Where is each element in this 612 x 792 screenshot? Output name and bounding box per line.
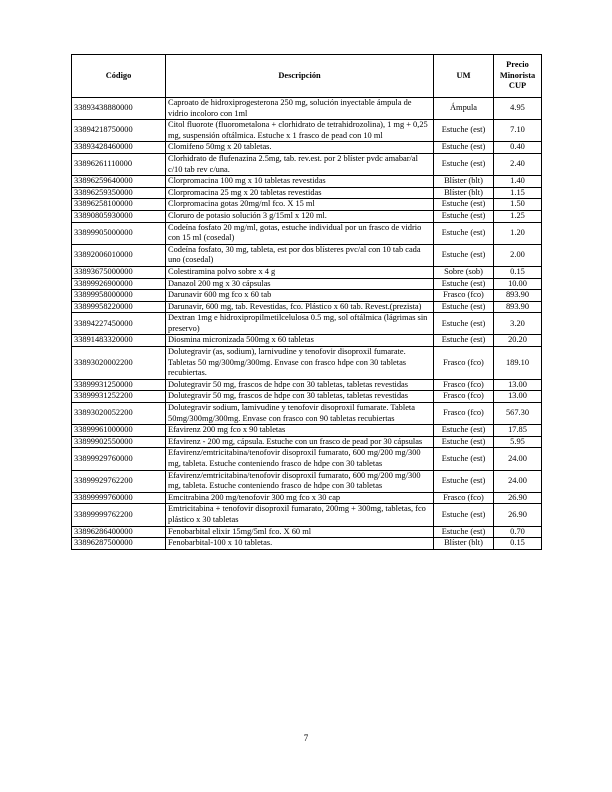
- cell-code: 33893675000000: [72, 266, 166, 278]
- table-row: [72, 187, 542, 199]
- cell-code: 33894218750000: [72, 120, 166, 142]
- cell-description: Dolutegravir sodium, lamivudine y tenofovir disoproxil fumarate. Tableta 50mg/300mg/300mg. Envase con frasco con 90 tabletas recubiertas: [166, 403, 434, 425]
- cell-code: 33899902550000: [72, 436, 166, 448]
- cell-code: 33896261110000: [72, 153, 166, 175]
- cell-code: 33896259350000: [72, 187, 166, 199]
- cell-um: Estuche (est): [434, 142, 494, 154]
- table-row: [72, 120, 542, 142]
- table-row: [72, 425, 542, 437]
- table-row: [72, 199, 542, 211]
- cell-um: Blíster (blt): [434, 176, 494, 188]
- cell-code: 33899958220000: [72, 301, 166, 313]
- cell-code: 33899958000000: [72, 290, 166, 302]
- table-row: [72, 538, 542, 550]
- cell-description: Emtricitabina + tenofovir disoproxil fumarato, 200mg + 300mg, tabletas, fco plástico x 30 tabletas: [166, 504, 434, 526]
- table-row: [72, 222, 542, 244]
- cell-um: Estuche (est): [434, 526, 494, 538]
- table-row: [72, 210, 542, 222]
- cell-um: Frasco (fco): [434, 379, 494, 391]
- cell-um: Estuche (est): [434, 222, 494, 244]
- cell-um: Estuche (est): [434, 199, 494, 211]
- cell-price: 1.20: [494, 222, 542, 244]
- cell-code: 33899931250000: [72, 379, 166, 391]
- cell-price: 893.90: [494, 290, 542, 302]
- cell-code: 33899929760000: [72, 448, 166, 470]
- table-row: [72, 266, 542, 278]
- cell-code: 33893020052200: [72, 403, 166, 425]
- cell-um: Estuche (est): [434, 425, 494, 437]
- cell-price: 24.00: [494, 448, 542, 470]
- cell-price: 189.10: [494, 347, 542, 380]
- cell-price: 0.15: [494, 266, 542, 278]
- header-code: Código: [72, 55, 166, 98]
- cell-description: Dextran 1mg e hidroxipropilmetilcelulosa 0.5 mg, sol oftálmica (lágrimas sin preservo): [166, 313, 434, 335]
- cell-um: Frasco (fco): [434, 391, 494, 403]
- cell-description: Clomifeno 50mg x 20 tabletas.: [166, 142, 434, 154]
- cell-price: 893.90: [494, 301, 542, 313]
- cell-code: 33896287500000: [72, 538, 166, 550]
- table-row: [72, 504, 542, 526]
- header-price-line: CUP: [508, 81, 527, 91]
- cell-code: 33899931252200: [72, 391, 166, 403]
- cell-um: Estuche (est): [434, 436, 494, 448]
- table-body: [72, 98, 542, 550]
- cell-um: Frasco (fco): [434, 290, 494, 302]
- cell-description: Efavirenz 200 mg fco x 90 tabletas: [166, 425, 434, 437]
- cell-price: 4.95: [494, 98, 542, 120]
- table-row: [72, 335, 542, 347]
- cell-price: 1.50: [494, 199, 542, 211]
- table-row: [72, 98, 542, 120]
- cell-price: 17.85: [494, 425, 542, 437]
- cell-code: 33891483320000: [72, 335, 166, 347]
- cell-um: Estuche (est): [434, 244, 494, 266]
- cell-description: Clorpromacina gotas 20mg/ml fco. X 15 ml: [166, 199, 434, 211]
- cell-code: 33899999760000: [72, 492, 166, 504]
- cell-code: 33896286400000: [72, 526, 166, 538]
- cell-price: 26.90: [494, 504, 542, 526]
- table-row: [72, 347, 542, 380]
- table-row: [72, 403, 542, 425]
- cell-code: 33899961000000: [72, 425, 166, 437]
- cell-um: Estuche (est): [434, 335, 494, 347]
- cell-description: Danazol 200 mg x 30 cápsulas: [166, 278, 434, 290]
- table-row: [72, 470, 542, 492]
- cell-description: Codeína fosfato, 30 mg, tableta, est por dos blísteres pvc/al con 10 tab cada uno (cosedal): [166, 244, 434, 266]
- cell-code: 33899999762200: [72, 504, 166, 526]
- cell-price: 10.00: [494, 278, 542, 290]
- table-row: [72, 436, 542, 448]
- cell-price: 0.15: [494, 538, 542, 550]
- cell-um: Estuche (est): [434, 278, 494, 290]
- table-row: [72, 379, 542, 391]
- cell-description: Dolutegravir 50 mg, frascos de hdpe con 30 tabletas, tabletas revestidas: [166, 391, 434, 403]
- cell-description: Clorpromacina 100 mg x 10 tabletas revestidas: [166, 176, 434, 188]
- cell-code: 33899905000000: [72, 222, 166, 244]
- cell-um: Estuche (est): [434, 504, 494, 526]
- cell-code: 33890805930000: [72, 210, 166, 222]
- header-price: [494, 55, 542, 98]
- cell-um: Estuche (est): [434, 153, 494, 175]
- cell-um: Estuche (est): [434, 470, 494, 492]
- cell-price: 0.70: [494, 526, 542, 538]
- table-header-row: [72, 55, 542, 98]
- cell-um: Frasco (fco): [434, 403, 494, 425]
- cell-um: Blíster (blt): [434, 187, 494, 199]
- table-row: [72, 448, 542, 470]
- cell-price: 5.95: [494, 436, 542, 448]
- cell-description: Efavirenz - 200 mg, cápsula. Estuche con un frasco de pead por 30 cápsulas: [166, 436, 434, 448]
- cell-description: Clorpromacina 25 mg x 20 tabletas revestidas: [166, 187, 434, 199]
- cell-price: 20.20: [494, 335, 542, 347]
- cell-um: Estuche (est): [434, 301, 494, 313]
- table-row: [72, 290, 542, 302]
- cell-code: 33899929762200: [72, 470, 166, 492]
- cell-description: Colestiramina polvo sobre x 4 g: [166, 266, 434, 278]
- cell-price: 567.30: [494, 403, 542, 425]
- cell-price: 13.00: [494, 379, 542, 391]
- cell-code: 33892006010000: [72, 244, 166, 266]
- page-number: 7: [303, 733, 309, 743]
- cell-code: 33896259640000: [72, 176, 166, 188]
- cell-description: Fenobarbital-100 x 10 tabletas.: [166, 538, 434, 550]
- cell-price: 1.25: [494, 210, 542, 222]
- table-row: [72, 153, 542, 175]
- table-row: [72, 244, 542, 266]
- cell-description: Dolutegravir 50 mg, frascos de hdpe con 30 tabletas, tabletas revestidas: [166, 379, 434, 391]
- cell-price: 2.40: [494, 153, 542, 175]
- cell-code: 33899926900000: [72, 278, 166, 290]
- cell-description: Cloruro de potasio solución 3 g/15ml x 120 ml.: [166, 210, 434, 222]
- cell-code: 33893428460000: [72, 142, 166, 154]
- cell-price: 3.20: [494, 313, 542, 335]
- cell-um: Blíster (blt): [434, 538, 494, 550]
- cell-code: 33894227450000: [72, 313, 166, 335]
- cell-description: Efavirenz/emtricitabina/tenofovir disoproxil fumarato, 600 mg/200 mg/300 mg, tableta. Estuche conteniendo frasco de hdpe con 30 tabletas: [166, 448, 434, 470]
- cell-um: Frasco (fco): [434, 347, 494, 380]
- cell-um: Sobre (sob): [434, 266, 494, 278]
- cell-description: Emcitrabina 200 mg/tenofovir 300 mg fco x 30 cap: [166, 492, 434, 504]
- cell-price: 2.00: [494, 244, 542, 266]
- cell-description: Darunavir 600 mg fco x 60 tab: [166, 290, 434, 302]
- table-row: [72, 176, 542, 188]
- cell-description: Caproato de hidroxiprogesterona 250 mg, solución inyectable ámpula de vidrio incoloro con 1ml: [166, 98, 434, 120]
- cell-code: 33893020002200: [72, 347, 166, 380]
- cell-price: 24.00: [494, 470, 542, 492]
- cell-um: Frasco (fco): [434, 492, 494, 504]
- table-row: [72, 391, 542, 403]
- header-price-line: Minorista: [499, 70, 536, 80]
- table-row: [72, 142, 542, 154]
- table-row: [72, 313, 542, 335]
- cell-um: Estuche (est): [434, 120, 494, 142]
- cell-code: 33896258100000: [72, 199, 166, 211]
- header-description: Descripción: [166, 55, 434, 98]
- header-price-line: Precio: [506, 60, 529, 70]
- cell-description: Dolutegravir (as, sodium), larnivudine y tenofovir disoproxil fumarate. Tabletas 50 mg/300mg/300mg. Envase con frasco hdpe con 30 tabletas recubiertas.: [166, 347, 434, 380]
- cell-description: Diosmina micronizada 500mg x 60 tabletas: [166, 335, 434, 347]
- cell-description: Efavirenz/emtricitabina/tenofovir disoproxil fumarato, 600 mg/200 mg/300 mg, tableta. Estuche conteniendo frasco de hdpe con 30 tabletas: [166, 470, 434, 492]
- cell-price: 0.40: [494, 142, 542, 154]
- cell-description: Darunavir, 600 mg, tab. Revestidas, fco. Plástico x 60 tab. Revest.(prezista): [166, 301, 434, 313]
- cell-price: 7.10: [494, 120, 542, 142]
- cell-description: Clorhidrato de flufenazina 2.5mg, tab. rev.est. por 2 blíster pvdc amabar/al c/10 tab rev c/una.: [166, 153, 434, 175]
- cell-price: 26.90: [494, 492, 542, 504]
- cell-description: Codeína fosfato 20 mg/ml, gotas, estuche individual por un frasco de vidrio con 15 ml (cosedal): [166, 222, 434, 244]
- table-row: [72, 278, 542, 290]
- cell-price: 1.40: [494, 176, 542, 188]
- header-um: UM: [434, 55, 494, 98]
- cell-description: Citol fluorote (fluorometalona + clorhidrato de tetrahidrozolina), 1 mg + 0,25 mg, suspensión oftálmica. Estuche x 1 frasco de pead con 10 ml: [166, 120, 434, 142]
- cell-code: 33893438880000: [72, 98, 166, 120]
- cell-um: Estuche (est): [434, 210, 494, 222]
- table-row: [72, 526, 542, 538]
- cell-um: Estuche (est): [434, 448, 494, 470]
- table-row: [72, 301, 542, 313]
- cell-um: Ámpula: [434, 98, 494, 120]
- cell-um: Estuche (est): [434, 313, 494, 335]
- price-table: [71, 54, 542, 550]
- table-row: [72, 492, 542, 504]
- cell-description: Fenobarbital elixir 15mg/5ml fco. X 60 ml: [166, 526, 434, 538]
- cell-price: 1.15: [494, 187, 542, 199]
- cell-price: 13.00: [494, 391, 542, 403]
